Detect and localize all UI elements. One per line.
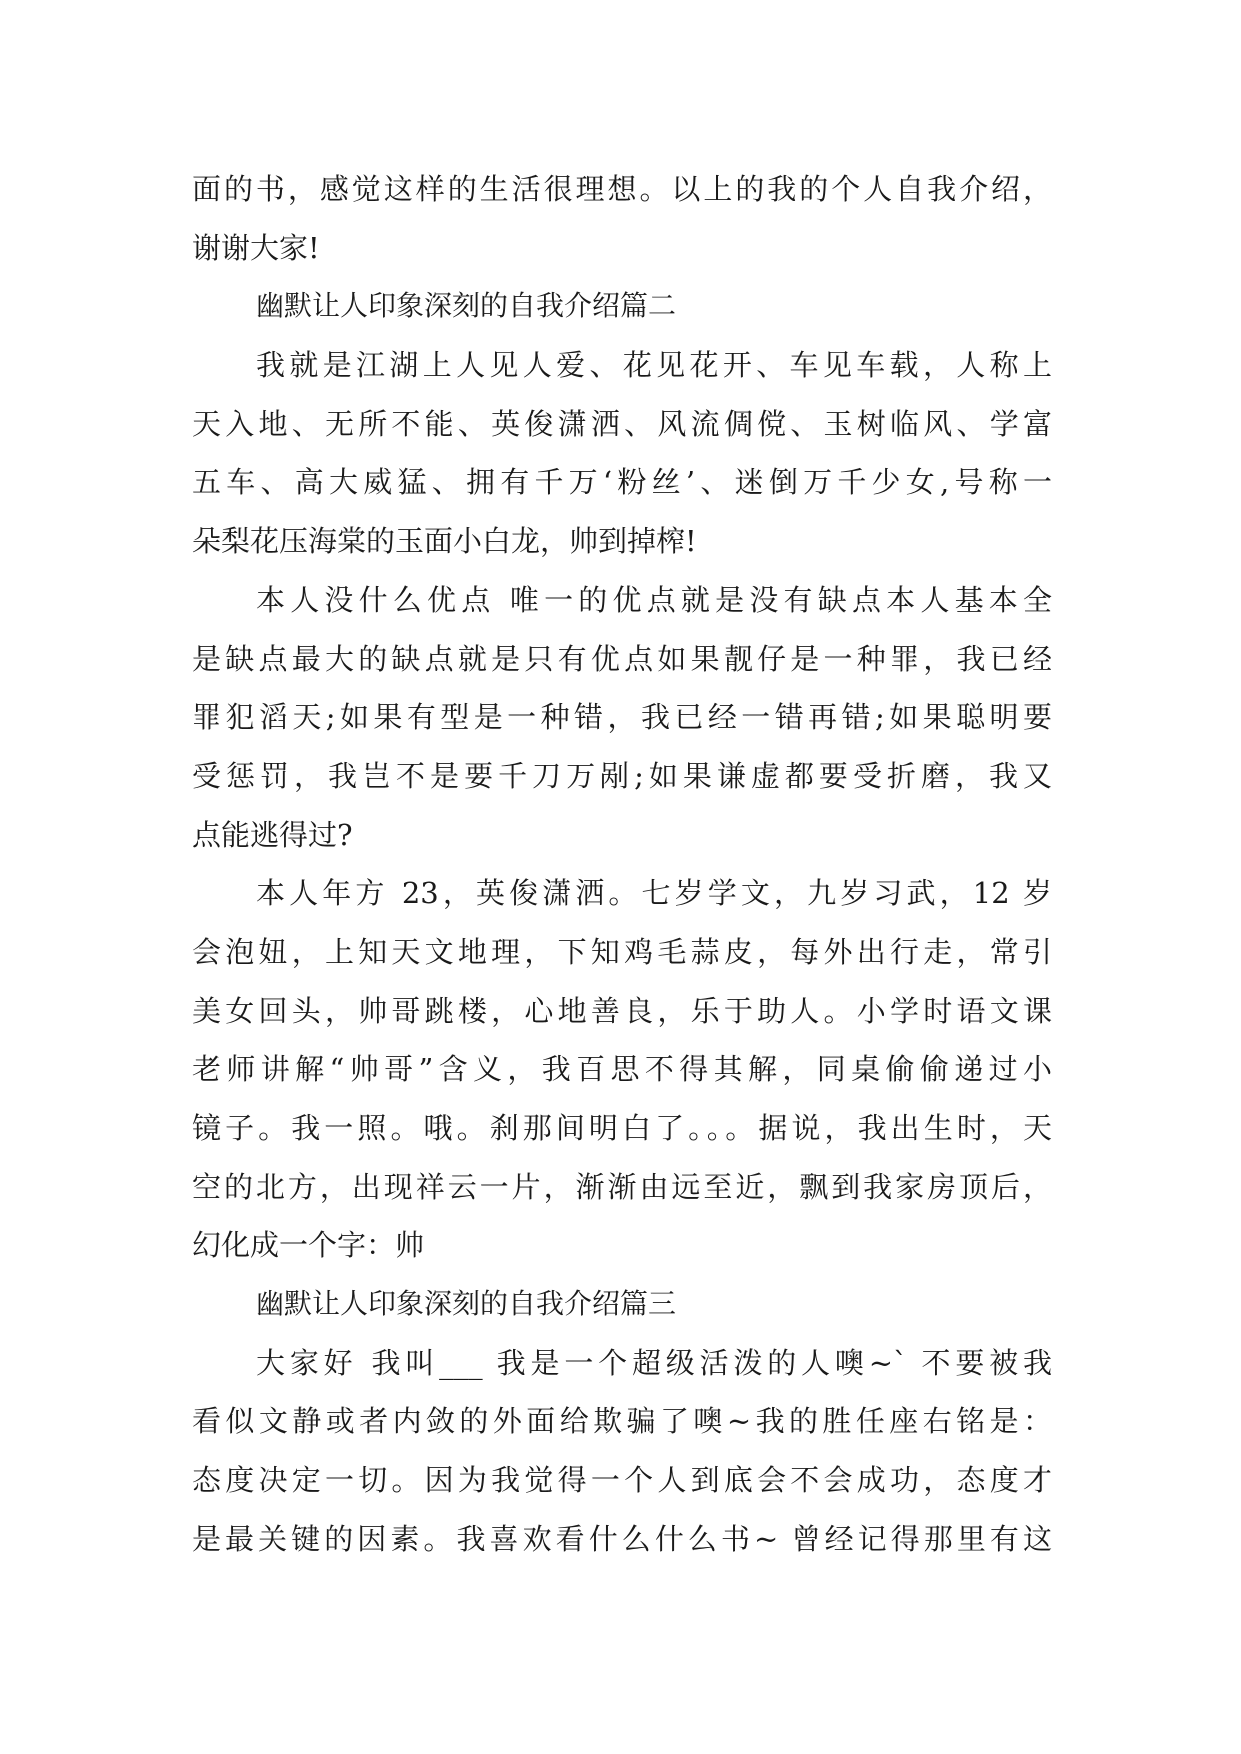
text-line: 镜子。我一照。哦。刹那间明白了。。。据说，我出生时，天 xyxy=(192,1111,1052,1145)
text-line: 点能逃得过? xyxy=(192,817,353,852)
text-line: 老师讲解“帅哥”含义，我百思不得其解，同桌偷偷递过小 xyxy=(192,1052,1052,1087)
text-line: 谢谢大家! xyxy=(192,230,320,265)
text-line: 态度决定一切。因为我觉得一个人到底会不会成功，态度才 xyxy=(192,1463,1052,1498)
section-heading: 幽默让人印象深刻的自我介绍篇三 xyxy=(256,1287,677,1321)
document-body xyxy=(192,160,1052,1569)
text-line: 五车、高大威猛、拥有千万‘粉丝’、迷倒万千少女,号称一 xyxy=(192,465,1052,500)
text-line: 本人年方 23，英俊潇洒。七岁学文，九岁习武，12 岁 xyxy=(256,876,1052,911)
text-line: 天入地、无所不能、英俊潇洒、风流倜傥、玉树临风、学富 xyxy=(192,406,1052,441)
text-line: 美女回头，帅哥跳楼，心地善良，乐于助人。小学时语文课 xyxy=(192,993,1052,1028)
section-heading: 幽默让人印象深刻的自我介绍篇二 xyxy=(256,289,677,323)
text-line: 是最关键的因素。我喜欢看什么什么书~ 曾经记得那里有这 xyxy=(192,1521,1052,1556)
text-line: 大家好 我叫___ 我是一个超级活泼的人噢~` 不要被我 xyxy=(256,1345,1052,1380)
text-line: 罪犯滔天;如果有型是一种错，我已经一错再错;如果聪明要 xyxy=(192,700,1052,735)
text-line: 面的书，感觉这样的生活很理想。以上的我的个人自我介绍， xyxy=(192,172,1052,206)
text-line: 朵梨花压海棠的玉面小白龙，帅到掉榨! xyxy=(192,524,697,559)
text-line: 是缺点最大的缺点就是只有优点如果靓仔是一种罪，我已经 xyxy=(192,641,1052,676)
text-line: 幻化成一个字：帅 xyxy=(192,1228,425,1263)
text-line: 会泡妞，上知天文地理，下知鸡毛蒜皮，每外出行走，常引 xyxy=(192,934,1052,969)
text-line: 看似文静或者内敛的外面给欺骗了噢~我的胜任座右铭是： xyxy=(192,1404,1052,1439)
text-line: 本人没什么优点 唯一的优点就是没有缺点本人基本全 xyxy=(256,582,1052,617)
text-line: 受惩罚，我岂不是要千刀万剐;如果谦虚都要受折磨，我又 xyxy=(192,758,1052,793)
text-line: 空的北方，出现祥云一片，渐渐由远至近，飘到我家房顶后， xyxy=(192,1169,1052,1204)
text-line: 我就是江湖上人见人爱、花见花开、车见车载，人称上 xyxy=(256,348,1052,383)
